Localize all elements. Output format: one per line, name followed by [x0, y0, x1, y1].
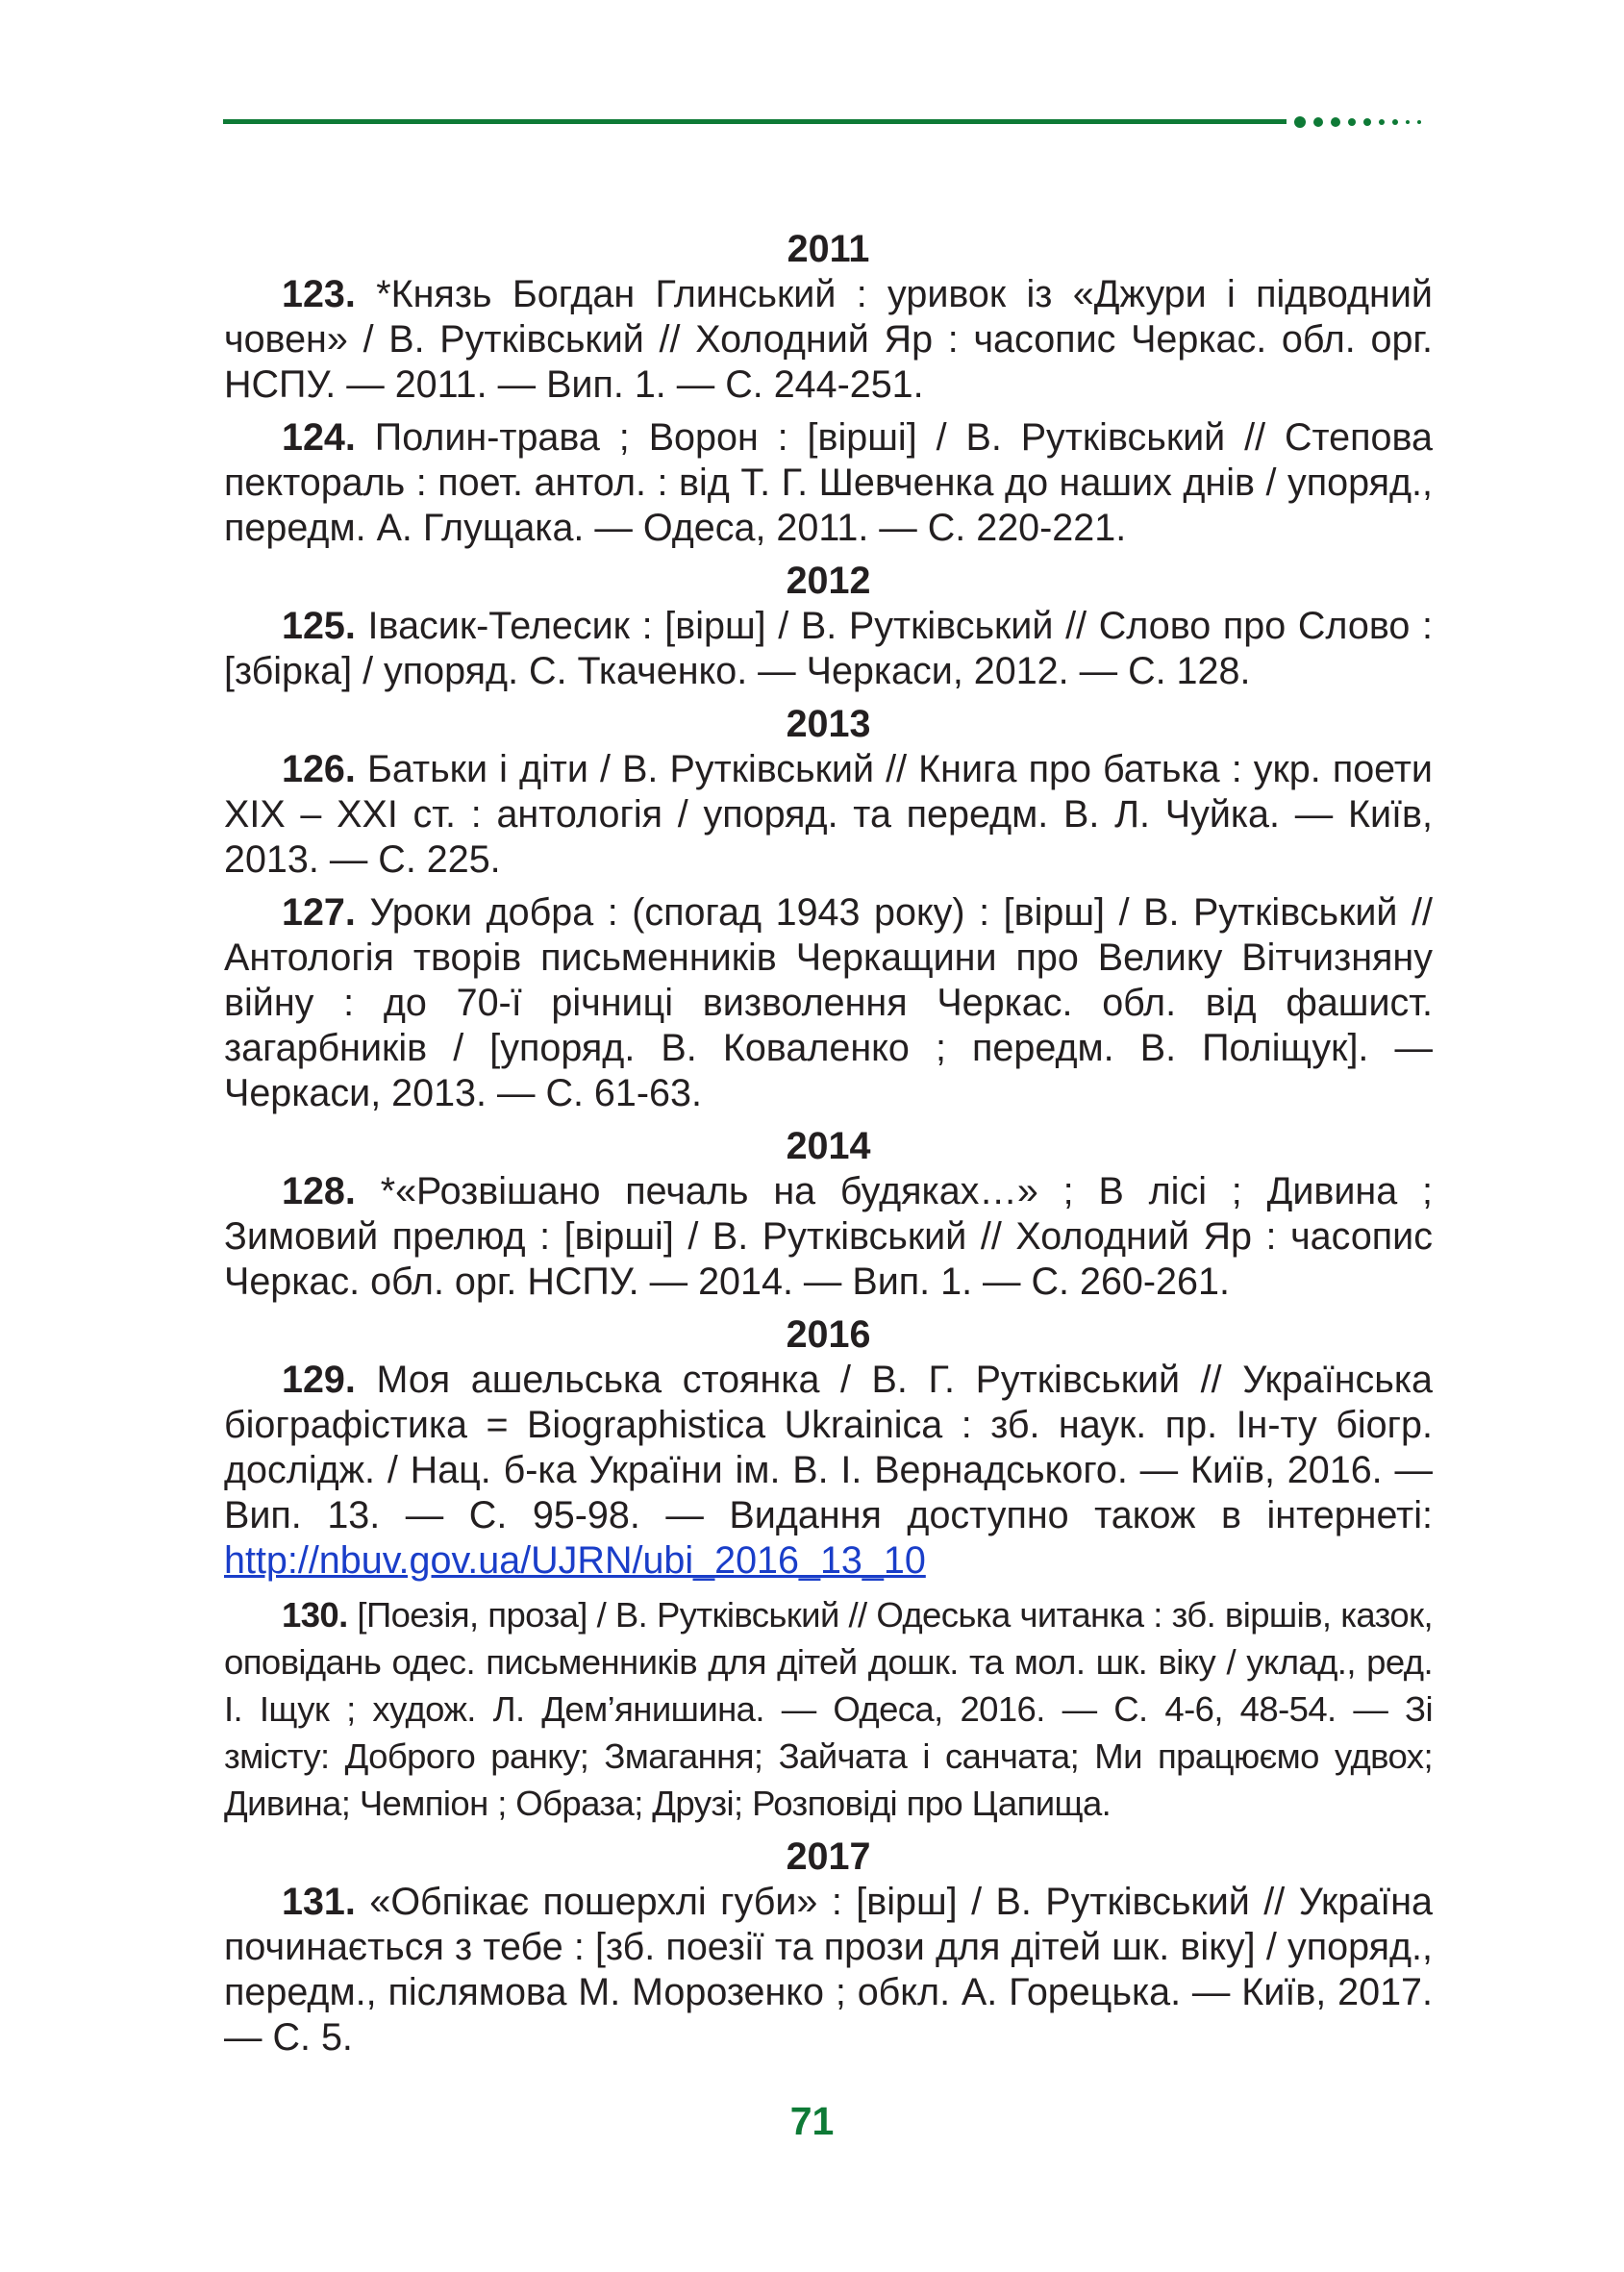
- bibliography-entry: [224, 1169, 1433, 1305]
- bibliography-entry: [224, 604, 1433, 694]
- entry-number: 130.: [282, 1595, 348, 1635]
- entry-text: *Князь Богдан Глинський : уривок із «Джури і підводний човен» / В. Рутківський // Холодний Яр : часопис Черкас. обл. орг. НСПУ. — 2011. — Вип. 1. — С. 244-251.: [224, 273, 1433, 406]
- bibliography-entry: [224, 272, 1433, 408]
- entry-text: *«Розвішано печаль на будяках…» ; В лісі ; Дивина ; Зимовий прелюд : [вірші] / В. Рутківський // Холодний Яр : часопис Черкас. обл. орг. НСПУ. — 2014. — Вип. 1. — С. 260-261.: [224, 1170, 1433, 1303]
- bibliography-entry: [224, 890, 1433, 1116]
- entry-text: [Поезія, проза] / В. Рутківський // Одеська читанка : зб. віршів, казок, оповідань одес. письменників для дітей дошк. та мол. шк. віку / уклад., ред. І. Іщук ; худож. Л. Дем’янишина. — Одеса, 2016. — С. 4-6, 48-54. — Зі змісту: Доброго ранку; Змагання; Зайчата і санчата; Ми працюємо удвох; Дивина; Чемпіон ; Образа; Друзі; Розповіді про Цапища.: [224, 1595, 1433, 1823]
- bibliography-entry: [224, 1591, 1433, 1827]
- entry-text: Івасик-Телесик : [вірш] / В. Рутківський // Слово про Слово : [збірка] / упоряд. С. Ткаченко. — Черкаси, 2012. — С. 128.: [224, 605, 1433, 692]
- year-heading: 2013: [786, 703, 871, 745]
- entry-number: 127.: [282, 891, 356, 934]
- year-heading: 2017: [786, 1835, 871, 1878]
- year-heading: 2014: [786, 1125, 871, 1167]
- year-heading: 2011: [787, 228, 870, 270]
- bibliography-entry: [224, 1358, 1433, 1584]
- entry-link[interactable]: http://nbuv.gov.ua/UJRN/ubi_2016_13_10: [224, 1539, 926, 1582]
- bibliography-entry: [224, 1880, 1433, 2060]
- bibliography-entry: [224, 747, 1433, 883]
- entry-number: 131.: [282, 1881, 356, 1923]
- year-heading: 2016: [786, 1313, 871, 1356]
- header-rule: [223, 119, 1287, 124]
- entry-text: «Обпікає пошерхлі губи» : [вірш] / В. Рутківський // Україна починається з тебе : [зб. поезії та прози для дітей шк. віку] / упоряд., передм., післямова М. Морозенко ; обкл. А. Горецька. — Київ, 2017. — С. 5.: [224, 1881, 1433, 2059]
- entry-number: 123.: [282, 273, 356, 315]
- year-heading: 2012: [786, 560, 871, 602]
- entry-text: Полин-трава ; Ворон : [вірші] / В. Рутківський // Степова пектораль : поет. антол. : від Т. Г. Шевченка до наших днів / упоряд., передм. А. Глущака. — Одеса, 2011. — С. 220-221.: [224, 416, 1433, 549]
- page-number: 71: [789, 2099, 835, 2143]
- bibliography-list: [224, 227, 1433, 2068]
- entry-number: 128.: [282, 1170, 356, 1212]
- entry-text: Батьки і діти / В. Рутківський // Книга про батька : укр. поети XIX – XXI ст. : антологія / упоряд. та передм. В. Л. Чуйка. — Київ, 2013. — С. 225.: [224, 748, 1433, 881]
- entry-number: 125.: [282, 605, 356, 647]
- entry-number: 124.: [282, 416, 356, 459]
- entry-text: Моя ашельська стоянка / В. Г. Рутківський // Українська біографістика = Biographistica Ukrainica : зб. наук. пр. Ін-ту біогр. дослідж. / Нац. б-ка України ім. В. І. Вернадського. — Київ, 2016. — Вип. 13. — С. 95-98. — Видання доступно також в інтернеті:: [224, 1359, 1433, 1536]
- bibliography-entry: [224, 415, 1433, 551]
- entry-number: 129.: [282, 1359, 356, 1401]
- entry-number: 126.: [282, 748, 356, 790]
- entry-text: Уроки добра : (спогад 1943 року) : [вірш] / В. Рутківський // Антологія творів письменників Черкащини про Велику Вітчизняну війну : до 70-ї річниці визволення Черкас. обл. від фашист. загарбників / [упоряд. В. Коваленко ; передм. В. Поліщук]. — Черкаси, 2013. — С. 61-63.: [224, 891, 1433, 1114]
